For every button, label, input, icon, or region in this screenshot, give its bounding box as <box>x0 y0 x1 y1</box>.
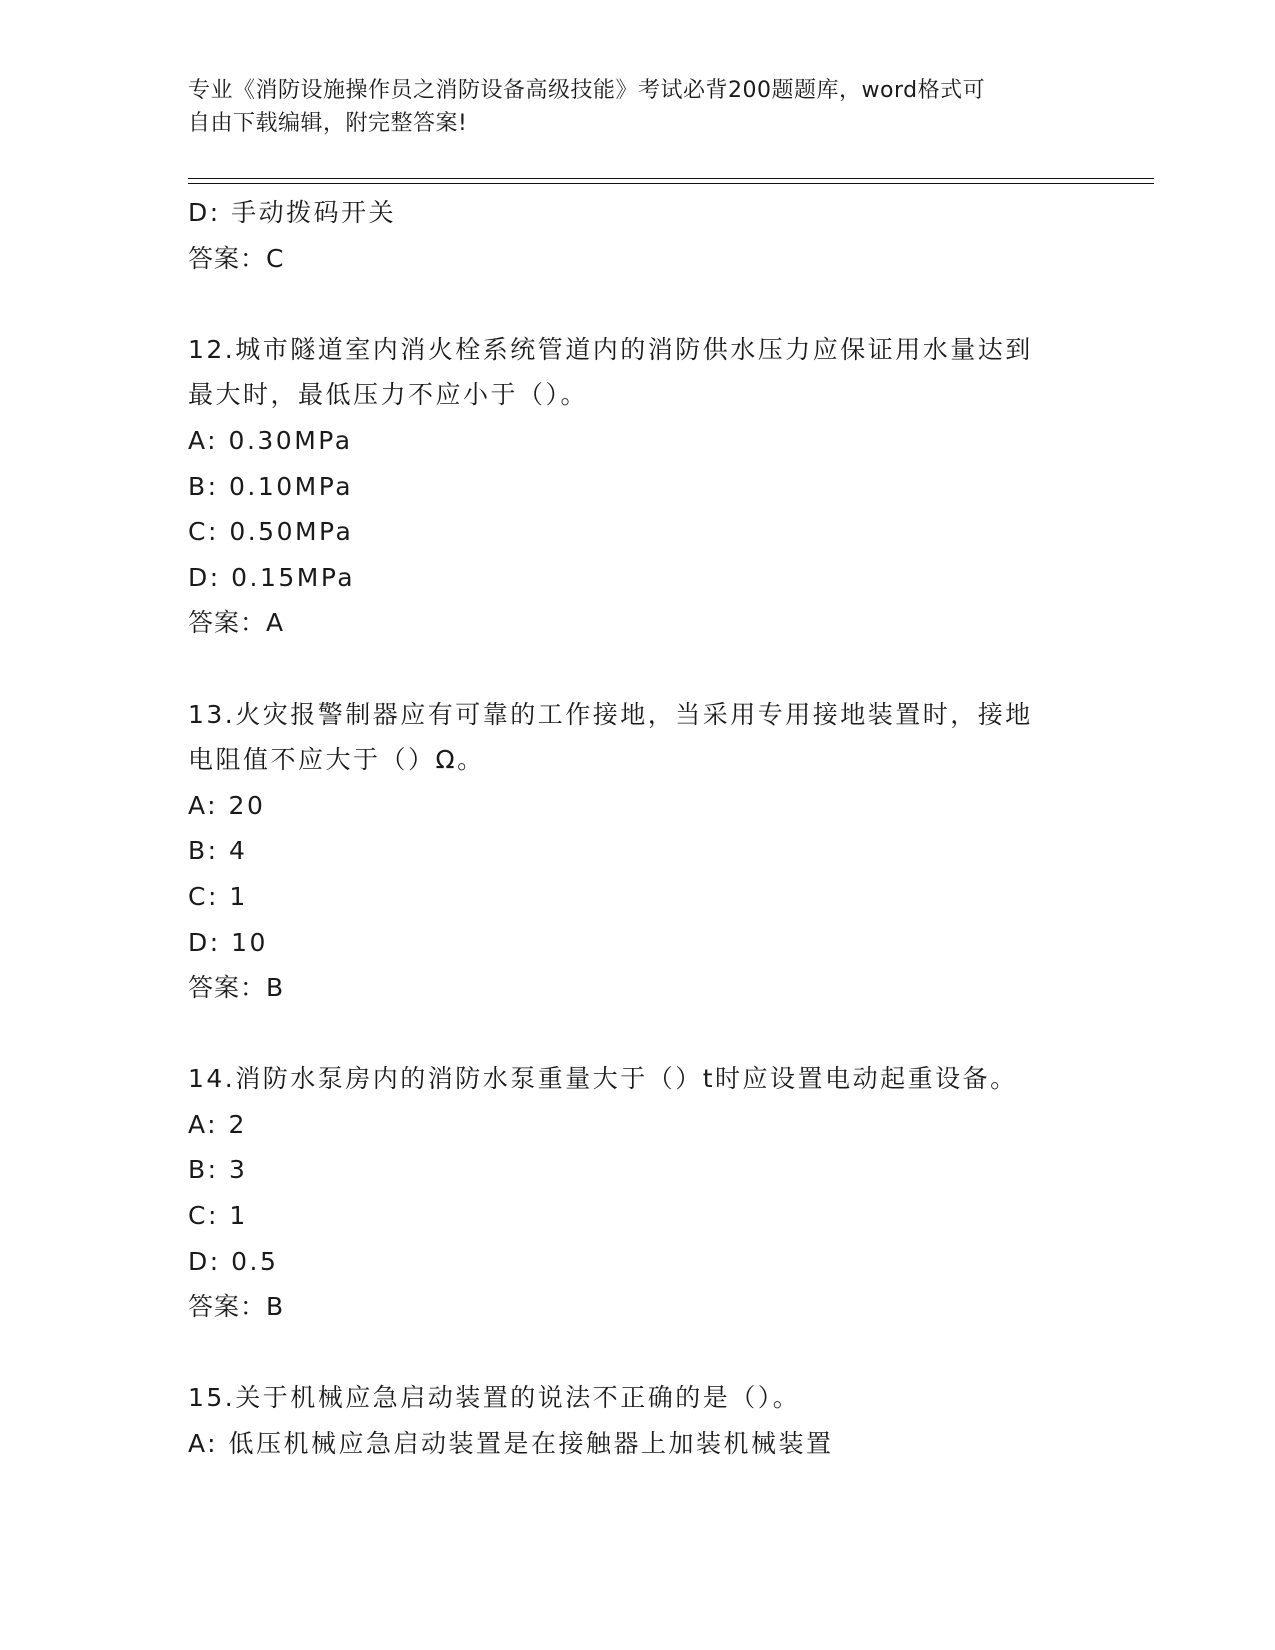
option-a: A: 0.30MPa <box>188 425 353 455</box>
header-title-line-1: 专业《消防设施操作员之消防设备高级技能》考试必背200题题库，word格式可 <box>188 78 986 103</box>
option-d: D: 0.5 <box>188 1246 279 1276</box>
header-title-line-2: 自由下载编辑，附完整答案! <box>188 111 468 136</box>
question-list <box>188 190 1088 1467</box>
option-b: B: 4 <box>188 836 248 866</box>
question-stem-line-1: 14.消防水泵房内的消防水泵重量大于（）t时应设置电动起重设备。 <box>188 1064 1018 1094</box>
option-c: C: 1 <box>188 1201 248 1231</box>
question-15 <box>188 1375 1088 1466</box>
answer: 答案：B <box>188 973 285 1003</box>
question-14 <box>188 1056 1088 1330</box>
question-stem-line-2: 最大时，最低压力不应小于（）。 <box>188 380 589 410</box>
question-stem-line-2: 电阻值不应大于（）Ω。 <box>188 745 485 775</box>
option-a: A: 2 <box>188 1109 247 1139</box>
question-stem-line-1: 13.火灾报警制器应有可靠的工作接地，当采用专用接地装置时，接地 <box>188 699 1033 729</box>
option-a: A: 20 <box>188 790 266 820</box>
option-b: B: 0.10MPa <box>188 471 354 501</box>
answer: 答案：A <box>188 608 285 638</box>
option-d: D: 手动拨码开关 <box>188 198 397 227</box>
answer: 答案：C <box>188 243 285 273</box>
question-11-fragment <box>188 190 1088 281</box>
document-header <box>188 74 1068 140</box>
option-a: A: 低压机械应急启动装置是在接触器上加装机械装置 <box>188 1429 834 1459</box>
option-c: C: 1 <box>188 881 248 911</box>
header-rule-bottom <box>188 183 1154 184</box>
option-d: D: 0.15MPa <box>188 562 356 592</box>
question-stem-line-1: 15.关于机械应急启动装置的说法不正确的是（）。 <box>188 1383 801 1413</box>
header-rule-top <box>188 178 1154 179</box>
question-stem-line-1: 12.城市隧道室内消火栓系统管道内的消防供水压力应保证用水量达到 <box>188 334 1033 364</box>
option-c: C: 0.50MPa <box>188 517 354 547</box>
question-12 <box>188 327 1088 646</box>
option-b: B: 3 <box>188 1155 248 1185</box>
answer: 答案：B <box>188 1292 285 1322</box>
option-d: D: 10 <box>188 927 268 957</box>
question-13 <box>188 692 1088 1011</box>
